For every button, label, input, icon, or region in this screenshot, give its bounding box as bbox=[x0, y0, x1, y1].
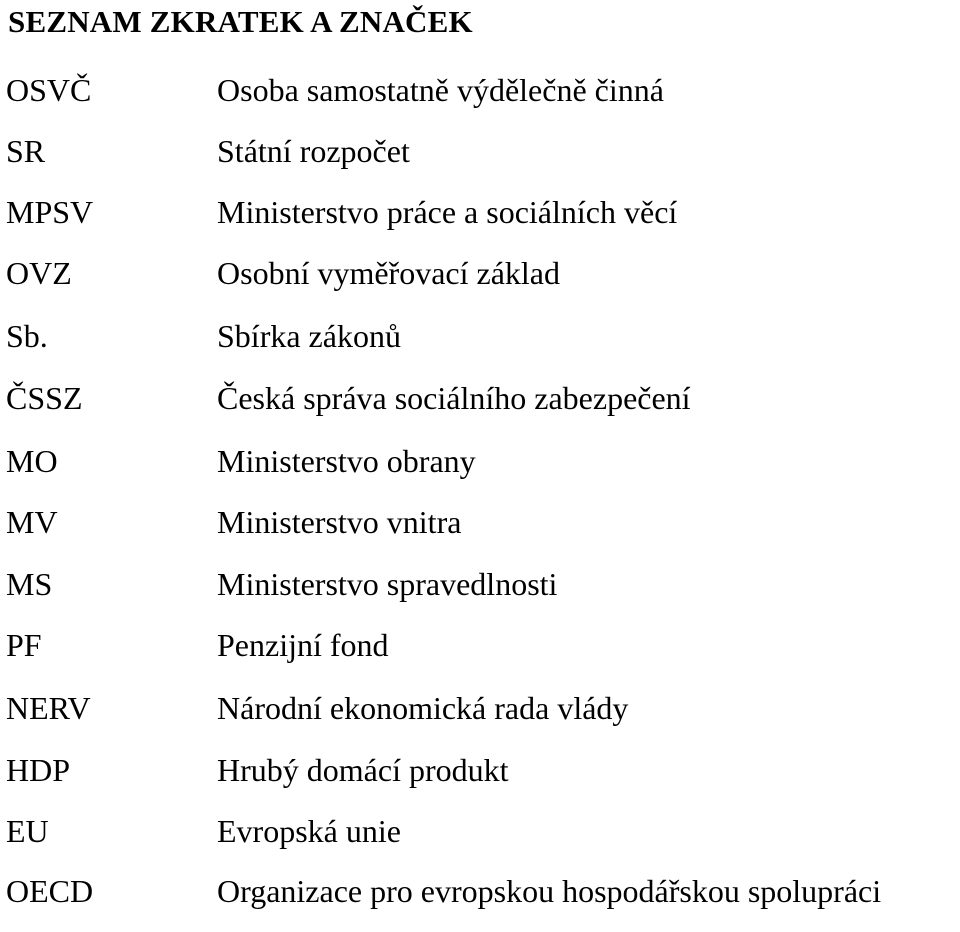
page-title: SEZNAM ZKRATEK A ZNAČEK bbox=[8, 4, 473, 39]
list-item bbox=[0, 871, 960, 932]
abbreviation-meaning: Organizace pro evropskou hospodářskou spolupráci bbox=[217, 873, 882, 909]
list-item bbox=[0, 811, 960, 872]
abbreviation: OVZ bbox=[6, 255, 72, 291]
abbreviation-meaning: Ministerstvo obrany bbox=[217, 443, 476, 479]
abbreviation: EU bbox=[6, 813, 49, 849]
abbreviation-meaning: Ministerstvo práce a sociálních věcí bbox=[217, 194, 678, 230]
abbreviation-meaning: Hrubý domácí produkt bbox=[217, 752, 509, 788]
list-item bbox=[0, 564, 960, 625]
abbreviation-meaning: Evropská unie bbox=[217, 813, 401, 849]
abbreviation: MPSV bbox=[6, 194, 94, 230]
abbreviation: OECD bbox=[6, 873, 94, 909]
abbreviation: HDP bbox=[6, 752, 71, 788]
abbreviation-meaning: Osoba samostatně výdělečně činná bbox=[217, 72, 664, 108]
abbreviation: SR bbox=[6, 133, 46, 169]
abbreviation-meaning: Česká správa sociálního zabezpečení bbox=[217, 380, 691, 416]
list-item bbox=[0, 131, 960, 192]
list-item bbox=[0, 378, 960, 439]
abbreviation: MO bbox=[6, 443, 58, 479]
list-item bbox=[0, 70, 960, 131]
list-item bbox=[0, 192, 960, 253]
abbreviation-meaning: Ministerstvo vnitra bbox=[217, 504, 462, 540]
list-item bbox=[0, 253, 960, 314]
list-item bbox=[0, 316, 960, 377]
abbreviation-meaning: Osobní vyměřovací základ bbox=[217, 255, 560, 291]
list-item bbox=[0, 750, 960, 811]
list-item bbox=[0, 441, 960, 502]
abbreviation-meaning: Národní ekonomická rada vlády bbox=[217, 690, 629, 726]
abbreviation: ČSSZ bbox=[6, 380, 83, 416]
abbreviation: Sb. bbox=[6, 318, 48, 354]
abbreviation: PF bbox=[6, 627, 42, 663]
abbreviation-meaning: Penzijní fond bbox=[217, 627, 389, 663]
abbreviation: MS bbox=[6, 566, 53, 602]
abbreviation-meaning: Ministerstvo spravedlnosti bbox=[217, 566, 558, 602]
abbreviation-meaning: Státní rozpočet bbox=[217, 133, 410, 169]
abbreviation: OSVČ bbox=[6, 72, 92, 108]
abbreviation-meaning: Sbírka zákonů bbox=[217, 318, 401, 354]
abbreviation: MV bbox=[6, 504, 58, 540]
list-item bbox=[0, 625, 960, 686]
list-item bbox=[0, 502, 960, 563]
list-item bbox=[0, 688, 960, 749]
abbreviation: NERV bbox=[6, 690, 91, 726]
